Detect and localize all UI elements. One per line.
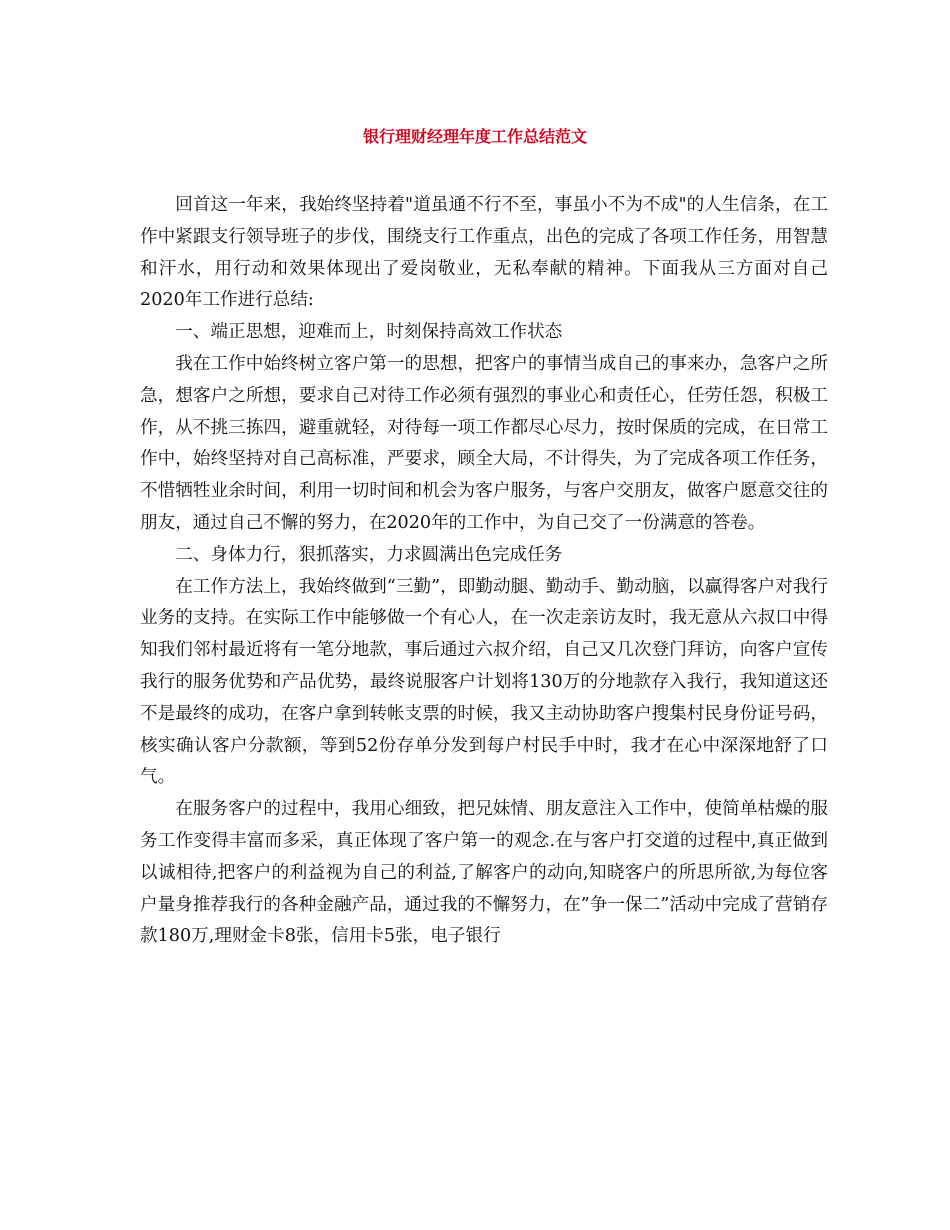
paragraph-intro: 回首这一年来，我始终坚持着"道虽通不行不至，事虽小不为不成"的人生信条，在工作中紧跟支行领导班子的步伐，围绕支行工作重点，出色的完成了各项工作任务，用智慧和汗水，用行动和效果体现出了爱岗敬业，无私奉献的精神。下面我从三方面对自己2020年工作进行总结: bbox=[140, 195, 828, 311]
section-heading-1: 一、端正思想，迎难而上，时刻保持高效工作状态 bbox=[175, 322, 563, 343]
paragraph-section-1: 我在工作中始终树立客户第一的思想，把客户的事情当成自己的事来办，急客户之所急，想客户之所想，要求自己对待工作必须有强烈的事业心和责任心，任劳任怨，积极工作，从不挑三拣四，避重就轻，对待每一项工作都尽心尽力，按时保质的完成，在日常工作中，始终坚持对自己高标准，严要求，顾全大局，不计得失，为了完成各项工作任务，不惜牺牲业余时间，利用一切时间和机会为客户服务，与客户交朋友，做客户愿意交往的朋友，通过自己不懈的努力，在2020年的工作中，为自己交了一份满意的答卷。 bbox=[140, 353, 828, 533]
paragraph-section-2-b: 在服务客户的过程中，我用心细致，把兄妹情、朋友意注入工作中，使简单枯燥的服务工作变得丰富而多采，真正体现了客户第一的观念.在与客户打交道的过程中,真正做到以诚相待,把客户的利益视为自己的利益,了解客户的动向,知晓客户的所思所欲,为每位客户量身推荐我行的各种金融产品，通过我的不懈努力，在”争一保二”活动中完成了营销存款180万,理财金卡8张，信用卡5张，电子银行 bbox=[140, 799, 828, 947]
document-body bbox=[140, 190, 828, 953]
section-heading-2: 二、身体力行，狠抓落实，力求圆满出色完成任务 bbox=[175, 544, 563, 565]
paragraph-section-2-a: 在工作方法上，我始终做到“三勤”，即勤动腿、勤动手、勤动脑，以赢得客户对我行业务的支持。在实际工作中能够做一个有心人，在一次走亲访友时，我无意从六叔口中得知我们邻村最近将有一笔分地款，事后通过六叔介绍，自己又几次登门拜访，向客户宣传我行的服务优势和产品优势，最终说服客户计划将130万的分地款存入我行，我知道这还不是最终的成功，在客户拿到转帐支票的时候，我又主动协助客户搜集村民身份证号码，核实确认客户分款额，等到52份存单分发到每户村民手中时，我才在心中深深地舒了口气。 bbox=[140, 576, 828, 788]
document-title: 银行理财经理年度工作总结范文 bbox=[362, 127, 587, 146]
